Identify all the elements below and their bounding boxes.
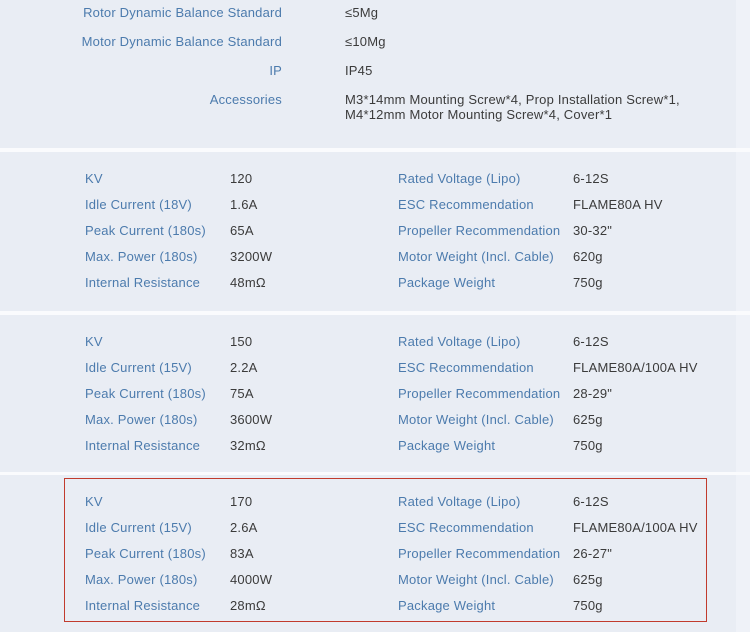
spec-label: ESC Recommendation: [398, 520, 534, 535]
spec-label-ip: IP: [269, 63, 282, 78]
spec-row: [0, 520, 750, 536]
spec-label: Internal Resistance: [85, 438, 201, 453]
spec-label: KV: [85, 334, 103, 349]
spec-value: 83A: [230, 546, 254, 561]
spec-label: Propeller Recommendation: [398, 546, 561, 561]
spec-value: 3200W: [230, 249, 273, 264]
spec-value: 30-32": [573, 223, 613, 238]
spec-value: 625g: [573, 412, 603, 427]
spec-value: 625g: [573, 572, 603, 587]
spec-label: Package Weight: [398, 438, 496, 453]
spec-value: FLAME80A HV: [573, 197, 663, 212]
spec-value-ip: IP45: [345, 63, 373, 78]
spec-value-motor-balance: ≤10Mg: [345, 34, 386, 49]
spec-value: 750g: [573, 598, 603, 613]
spec-value: 48mΩ: [230, 275, 266, 290]
spec-label: Peak Current (180s): [85, 223, 206, 238]
accessories-line-2: M4*12mm Motor Mounting Screw*4, Cover*1: [345, 107, 613, 122]
spec-label: Rated Voltage (Lipo): [398, 494, 521, 509]
spec-row: [0, 223, 750, 239]
accessories-line-1: M3*14mm Mounting Screw*4, Prop Installation Screw*1,: [345, 92, 680, 107]
spec-label: Motor Weight (Incl. Cable): [398, 249, 554, 264]
variant-block-kv120: [0, 152, 750, 311]
spec-row: [0, 360, 750, 376]
spec-label: Internal Resistance: [85, 598, 201, 613]
spec-value: 2.6A: [230, 520, 258, 535]
spec-label: Idle Current (15V): [85, 520, 192, 535]
spec-label-rotor-balance: Rotor Dynamic Balance Standard: [83, 5, 282, 20]
spec-value: 750g: [573, 275, 603, 290]
spec-value: 65A: [230, 223, 254, 238]
spec-label-accessories: Accessories: [209, 92, 282, 107]
spec-label: Idle Current (18V): [85, 197, 192, 212]
spec-label: Idle Current (15V): [85, 360, 192, 375]
general-spec-row: [0, 5, 750, 21]
spec-value: 28mΩ: [230, 598, 266, 613]
spec-value: 620g: [573, 249, 603, 264]
spec-value: 120: [230, 171, 253, 186]
spec-value: 150: [230, 334, 253, 349]
spec-label: Max. Power (180s): [85, 412, 198, 427]
spec-value: FLAME80A/100A HV: [573, 520, 698, 535]
general-spec-row: [0, 92, 750, 122]
spec-row: [0, 598, 750, 614]
spec-row: [0, 386, 750, 402]
spec-label: Max. Power (180s): [85, 572, 198, 587]
spec-row: [0, 249, 750, 265]
spec-value: FLAME80A/100A HV: [573, 360, 698, 375]
spec-value: 75A: [230, 386, 254, 401]
general-spec-row: [0, 34, 750, 50]
spec-row: [0, 546, 750, 562]
spec-value: 6-12S: [573, 334, 609, 349]
spec-value: 750g: [573, 438, 603, 453]
spec-label: Internal Resistance: [85, 275, 201, 290]
spec-label: Package Weight: [398, 598, 496, 613]
spec-label: Peak Current (180s): [85, 386, 206, 401]
spec-value: 6-12S: [573, 171, 609, 186]
spec-value-accessories: [345, 92, 680, 122]
spec-row: [0, 412, 750, 428]
spec-value: 26-27": [573, 546, 613, 561]
general-spec-row: [0, 63, 750, 79]
spec-label: Motor Weight (Incl. Cable): [398, 412, 554, 427]
spec-row: [0, 275, 750, 291]
spec-value: 4000W: [230, 572, 273, 587]
spec-value: 6-12S: [573, 494, 609, 509]
spec-row: [0, 438, 750, 454]
spec-value: 3600W: [230, 412, 273, 427]
spec-label: Package Weight: [398, 275, 496, 290]
spec-value: 28-29": [573, 386, 613, 401]
variant-block-kv170: [0, 475, 750, 632]
spec-row: [0, 334, 750, 350]
spec-label-motor-balance: Motor Dynamic Balance Standard: [81, 34, 282, 49]
spec-row: [0, 494, 750, 510]
spec-row: [0, 572, 750, 588]
spec-row: [0, 197, 750, 213]
spec-label: Rated Voltage (Lipo): [398, 171, 521, 186]
spec-value: 2.2A: [230, 360, 258, 375]
spec-label: ESC Recommendation: [398, 197, 534, 212]
spec-label: Propeller Recommendation: [398, 223, 561, 238]
variant-block-kv150: [0, 315, 750, 472]
general-specs-section: [0, 0, 750, 148]
spec-label: Peak Current (180s): [85, 546, 206, 561]
spec-label: ESC Recommendation: [398, 360, 534, 375]
spec-label: Motor Weight (Incl. Cable): [398, 572, 554, 587]
spec-label: KV: [85, 171, 103, 186]
spec-value: 170: [230, 494, 253, 509]
spec-row: [0, 171, 750, 187]
spec-label: Rated Voltage (Lipo): [398, 334, 521, 349]
spec-value: 1.6A: [230, 197, 258, 212]
spec-value-rotor-balance: ≤5Mg: [345, 5, 379, 20]
spec-label: KV: [85, 494, 103, 509]
spec-value: 32mΩ: [230, 438, 266, 453]
spec-label: Propeller Recommendation: [398, 386, 561, 401]
spec-label: Max. Power (180s): [85, 249, 198, 264]
